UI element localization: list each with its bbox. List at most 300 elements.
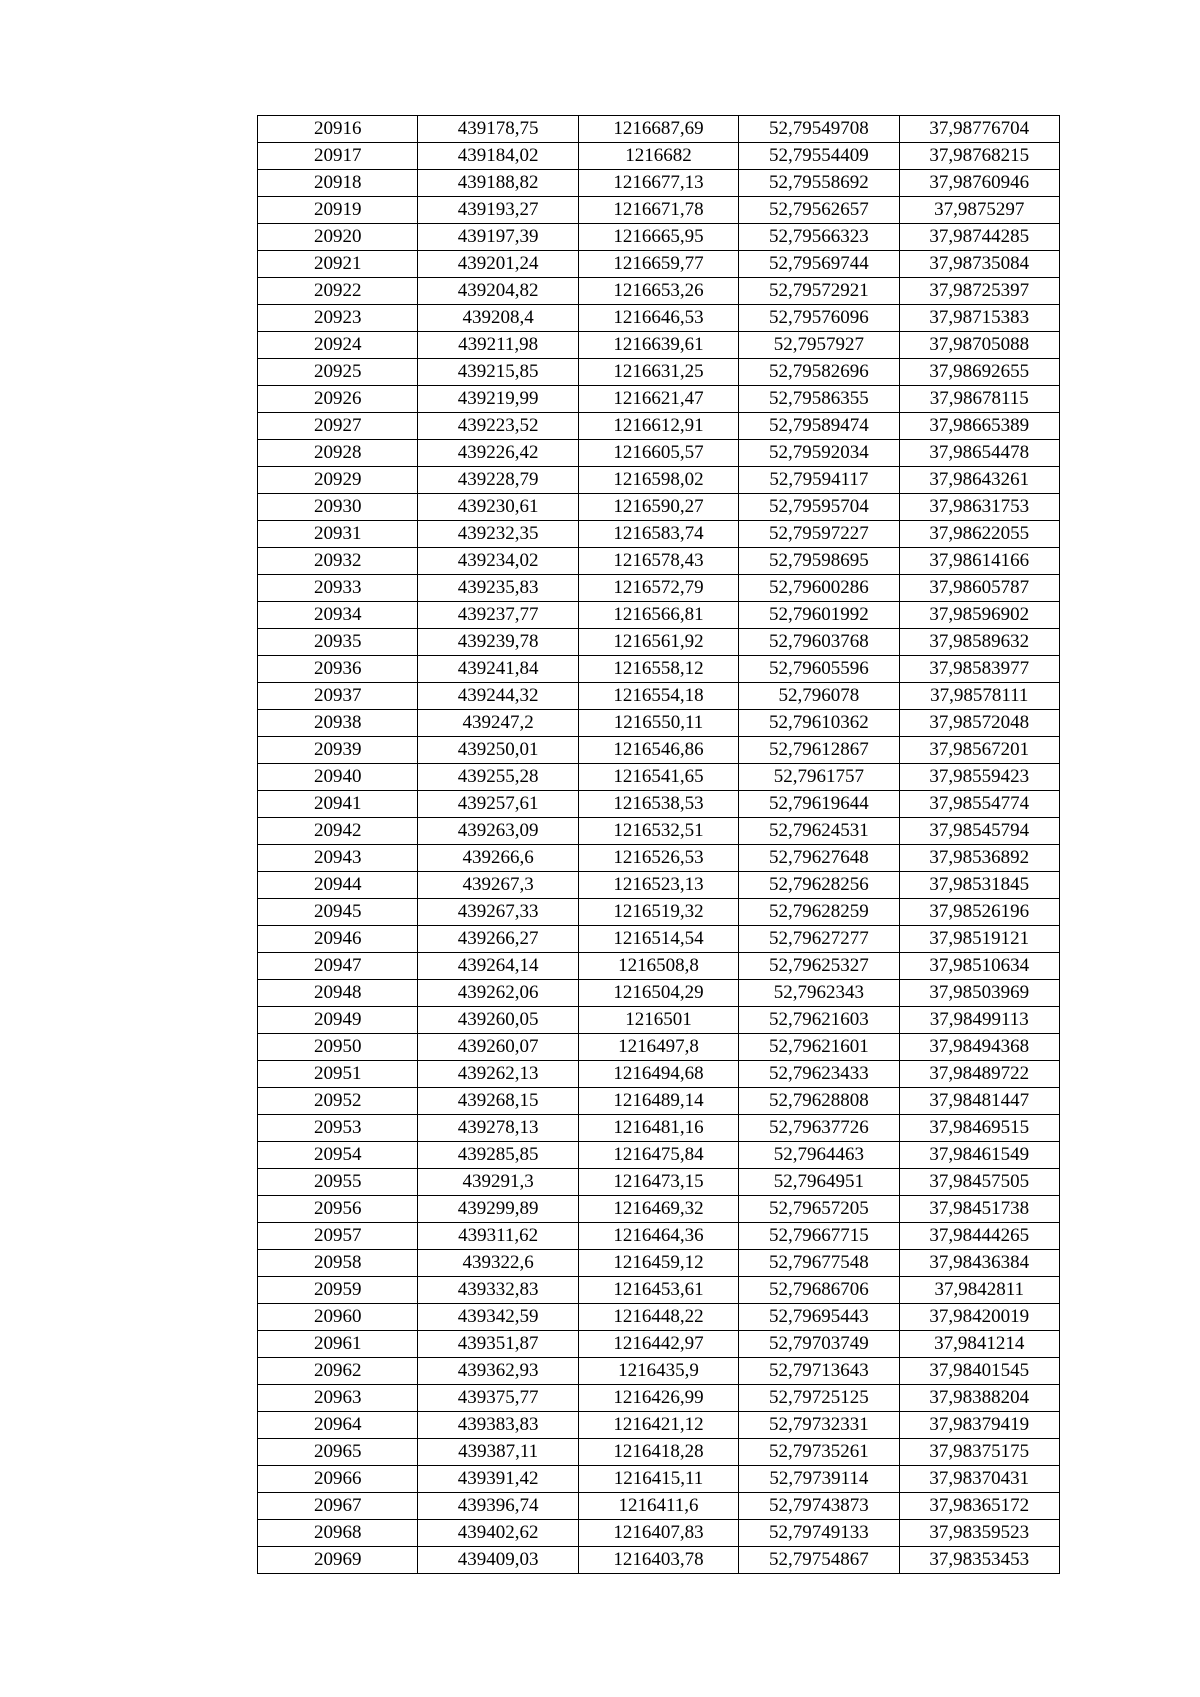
latitude-cell: 52,79600286: [739, 575, 899, 602]
x-coordinate-cell: 439239,78: [418, 629, 578, 656]
x-coordinate-cell: 439387,11: [418, 1439, 578, 1466]
longitude-cell: 37,98605787: [899, 575, 1059, 602]
latitude-cell: 52,79657205: [739, 1196, 899, 1223]
longitude-cell: 37,98469515: [899, 1115, 1059, 1142]
table-row: [258, 1277, 1060, 1304]
longitude-cell: 37,9842811: [899, 1277, 1059, 1304]
latitude-cell: 52,79612867: [739, 737, 899, 764]
y-coordinate-cell: 1216418,28: [578, 1439, 738, 1466]
latitude-cell: 52,79621603: [739, 1007, 899, 1034]
latitude-cell: 52,79621601: [739, 1034, 899, 1061]
x-coordinate-cell: 439197,39: [418, 224, 578, 251]
y-coordinate-cell: 1216426,99: [578, 1385, 738, 1412]
y-coordinate-cell: 1216639,61: [578, 332, 738, 359]
y-coordinate-cell: 1216566,81: [578, 602, 738, 629]
table-row: [258, 629, 1060, 656]
y-coordinate-cell: 1216538,53: [578, 791, 738, 818]
longitude-cell: 37,98654478: [899, 440, 1059, 467]
latitude-cell: 52,79628259: [739, 899, 899, 926]
table-row: [258, 1439, 1060, 1466]
latitude-cell: 52,7964463: [739, 1142, 899, 1169]
x-coordinate-cell: 439260,05: [418, 1007, 578, 1034]
table-row: [258, 683, 1060, 710]
y-coordinate-cell: 1216514,54: [578, 926, 738, 953]
y-coordinate-cell: 1216653,26: [578, 278, 738, 305]
x-coordinate-cell: 439351,87: [418, 1331, 578, 1358]
latitude-cell: 52,79566323: [739, 224, 899, 251]
table-row: [258, 197, 1060, 224]
longitude-cell: 37,98359523: [899, 1520, 1059, 1547]
point-number-cell: 20945: [258, 899, 418, 926]
point-number-cell: 20939: [258, 737, 418, 764]
longitude-cell: 37,98365172: [899, 1493, 1059, 1520]
x-coordinate-cell: 439322,6: [418, 1250, 578, 1277]
point-number-cell: 20958: [258, 1250, 418, 1277]
x-coordinate-cell: 439402,62: [418, 1520, 578, 1547]
y-coordinate-cell: 1216554,18: [578, 683, 738, 710]
latitude-cell: 52,79667715: [739, 1223, 899, 1250]
latitude-cell: 52,79749133: [739, 1520, 899, 1547]
longitude-cell: 37,98596902: [899, 602, 1059, 629]
longitude-cell: 37,98622055: [899, 521, 1059, 548]
x-coordinate-cell: 439244,32: [418, 683, 578, 710]
table-row: [258, 1061, 1060, 1088]
y-coordinate-cell: 1216671,78: [578, 197, 738, 224]
x-coordinate-cell: 439267,33: [418, 899, 578, 926]
point-number-cell: 20929: [258, 467, 418, 494]
y-coordinate-cell: 1216583,74: [578, 521, 738, 548]
y-coordinate-cell: 1216526,53: [578, 845, 738, 872]
point-number-cell: 20950: [258, 1034, 418, 1061]
y-coordinate-cell: 1216572,79: [578, 575, 738, 602]
table-row: [258, 1466, 1060, 1493]
longitude-cell: 37,98692655: [899, 359, 1059, 386]
longitude-cell: 37,98531845: [899, 872, 1059, 899]
latitude-cell: 52,79627277: [739, 926, 899, 953]
longitude-cell: 37,98559423: [899, 764, 1059, 791]
x-coordinate-cell: 439219,99: [418, 386, 578, 413]
latitude-cell: 52,79625327: [739, 953, 899, 980]
table-row: [258, 305, 1060, 332]
table-row: [258, 143, 1060, 170]
x-coordinate-cell: 439332,83: [418, 1277, 578, 1304]
y-coordinate-cell: 1216415,11: [578, 1466, 738, 1493]
latitude-cell: 52,79754867: [739, 1547, 899, 1574]
table-row: [258, 575, 1060, 602]
table-row: [258, 467, 1060, 494]
point-number-cell: 20920: [258, 224, 418, 251]
longitude-cell: 37,98665389: [899, 413, 1059, 440]
x-coordinate-cell: 439230,61: [418, 494, 578, 521]
latitude-cell: 52,79597227: [739, 521, 899, 548]
y-coordinate-cell: 1216598,02: [578, 467, 738, 494]
x-coordinate-cell: 439215,85: [418, 359, 578, 386]
table-row: [258, 818, 1060, 845]
table-row: [258, 413, 1060, 440]
y-coordinate-cell: 1216407,83: [578, 1520, 738, 1547]
table-row: [258, 1520, 1060, 1547]
table-row: [258, 359, 1060, 386]
x-coordinate-cell: 439241,84: [418, 656, 578, 683]
longitude-cell: 37,98436384: [899, 1250, 1059, 1277]
point-number-cell: 20918: [258, 170, 418, 197]
longitude-cell: 37,98388204: [899, 1385, 1059, 1412]
x-coordinate-cell: 439208,4: [418, 305, 578, 332]
x-coordinate-cell: 439234,02: [418, 548, 578, 575]
x-coordinate-cell: 439383,83: [418, 1412, 578, 1439]
x-coordinate-cell: 439262,13: [418, 1061, 578, 1088]
latitude-cell: 52,79594117: [739, 467, 899, 494]
y-coordinate-cell: 1216453,61: [578, 1277, 738, 1304]
table-row: [258, 548, 1060, 575]
point-number-cell: 20938: [258, 710, 418, 737]
longitude-cell: 37,98776704: [899, 116, 1059, 143]
longitude-cell: 37,98715383: [899, 305, 1059, 332]
y-coordinate-cell: 1216497,8: [578, 1034, 738, 1061]
y-coordinate-cell: 1216421,12: [578, 1412, 738, 1439]
table-row: [258, 521, 1060, 548]
y-coordinate-cell: 1216677,13: [578, 170, 738, 197]
x-coordinate-cell: 439228,79: [418, 467, 578, 494]
x-coordinate-cell: 439257,61: [418, 791, 578, 818]
y-coordinate-cell: 1216621,47: [578, 386, 738, 413]
table-row: [258, 1385, 1060, 1412]
x-coordinate-cell: 439247,2: [418, 710, 578, 737]
longitude-cell: 37,98461549: [899, 1142, 1059, 1169]
x-coordinate-cell: 439223,52: [418, 413, 578, 440]
point-number-cell: 20942: [258, 818, 418, 845]
longitude-cell: 37,98705088: [899, 332, 1059, 359]
y-coordinate-cell: 1216411,6: [578, 1493, 738, 1520]
latitude-cell: 52,79592034: [739, 440, 899, 467]
longitude-cell: 37,98370431: [899, 1466, 1059, 1493]
x-coordinate-cell: 439299,89: [418, 1196, 578, 1223]
x-coordinate-cell: 439342,59: [418, 1304, 578, 1331]
x-coordinate-cell: 439237,77: [418, 602, 578, 629]
point-number-cell: 20916: [258, 116, 418, 143]
point-number-cell: 20959: [258, 1277, 418, 1304]
coordinates-table-body: [258, 116, 1060, 1574]
x-coordinate-cell: 439235,83: [418, 575, 578, 602]
longitude-cell: 37,98583977: [899, 656, 1059, 683]
coordinates-table: [257, 115, 1060, 1574]
x-coordinate-cell: 439204,82: [418, 278, 578, 305]
table-row: [258, 926, 1060, 953]
latitude-cell: 52,79603768: [739, 629, 899, 656]
longitude-cell: 37,98678115: [899, 386, 1059, 413]
longitude-cell: 37,98401545: [899, 1358, 1059, 1385]
point-number-cell: 20922: [258, 278, 418, 305]
latitude-cell: 52,79732331: [739, 1412, 899, 1439]
x-coordinate-cell: 439260,07: [418, 1034, 578, 1061]
point-number-cell: 20962: [258, 1358, 418, 1385]
point-number-cell: 20930: [258, 494, 418, 521]
point-number-cell: 20937: [258, 683, 418, 710]
table-row: [258, 791, 1060, 818]
longitude-cell: 37,98744285: [899, 224, 1059, 251]
y-coordinate-cell: 1216532,51: [578, 818, 738, 845]
y-coordinate-cell: 1216435,9: [578, 1358, 738, 1385]
x-coordinate-cell: 439184,02: [418, 143, 578, 170]
latitude-cell: 52,7962343: [739, 980, 899, 1007]
longitude-cell: 37,98503969: [899, 980, 1059, 1007]
latitude-cell: 52,79627648: [739, 845, 899, 872]
latitude-cell: 52,79623433: [739, 1061, 899, 1088]
table-row: [258, 440, 1060, 467]
latitude-cell: 52,79735261: [739, 1439, 899, 1466]
table-row: [258, 980, 1060, 1007]
point-number-cell: 20921: [258, 251, 418, 278]
latitude-cell: 52,79586355: [739, 386, 899, 413]
longitude-cell: 37,98735084: [899, 251, 1059, 278]
latitude-cell: 52,79619644: [739, 791, 899, 818]
longitude-cell: 37,98420019: [899, 1304, 1059, 1331]
latitude-cell: 52,79686706: [739, 1277, 899, 1304]
point-number-cell: 20966: [258, 1466, 418, 1493]
longitude-cell: 37,98589632: [899, 629, 1059, 656]
point-number-cell: 20948: [258, 980, 418, 1007]
point-number-cell: 20917: [258, 143, 418, 170]
latitude-cell: 52,79562657: [739, 197, 899, 224]
latitude-cell: 52,7957927: [739, 332, 899, 359]
x-coordinate-cell: 439250,01: [418, 737, 578, 764]
y-coordinate-cell: 1216475,84: [578, 1142, 738, 1169]
latitude-cell: 52,79554409: [739, 143, 899, 170]
latitude-cell: 52,79595704: [739, 494, 899, 521]
longitude-cell: 37,98614166: [899, 548, 1059, 575]
x-coordinate-cell: 439291,3: [418, 1169, 578, 1196]
latitude-cell: 52,79601992: [739, 602, 899, 629]
table-row: [258, 1331, 1060, 1358]
latitude-cell: 52,79739114: [739, 1466, 899, 1493]
x-coordinate-cell: 439232,35: [418, 521, 578, 548]
table-row: [258, 1088, 1060, 1115]
x-coordinate-cell: 439362,93: [418, 1358, 578, 1385]
longitude-cell: 37,98353453: [899, 1547, 1059, 1574]
point-number-cell: 20947: [258, 953, 418, 980]
x-coordinate-cell: 439193,27: [418, 197, 578, 224]
point-number-cell: 20927: [258, 413, 418, 440]
longitude-cell: 37,98379419: [899, 1412, 1059, 1439]
y-coordinate-cell: 1216501: [578, 1007, 738, 1034]
x-coordinate-cell: 439285,85: [418, 1142, 578, 1169]
point-number-cell: 20963: [258, 1385, 418, 1412]
longitude-cell: 37,98768215: [899, 143, 1059, 170]
x-coordinate-cell: 439267,3: [418, 872, 578, 899]
latitude-cell: 52,79628256: [739, 872, 899, 899]
x-coordinate-cell: 439255,28: [418, 764, 578, 791]
longitude-cell: 37,98444265: [899, 1223, 1059, 1250]
point-number-cell: 20967: [258, 1493, 418, 1520]
point-number-cell: 20943: [258, 845, 418, 872]
x-coordinate-cell: 439264,14: [418, 953, 578, 980]
x-coordinate-cell: 439266,6: [418, 845, 578, 872]
y-coordinate-cell: 1216481,16: [578, 1115, 738, 1142]
table-row: [258, 1196, 1060, 1223]
y-coordinate-cell: 1216523,13: [578, 872, 738, 899]
x-coordinate-cell: 439375,77: [418, 1385, 578, 1412]
x-coordinate-cell: 439391,42: [418, 1466, 578, 1493]
point-number-cell: 20935: [258, 629, 418, 656]
point-number-cell: 20965: [258, 1439, 418, 1466]
latitude-cell: 52,79576096: [739, 305, 899, 332]
latitude-cell: 52,79695443: [739, 1304, 899, 1331]
table-row: [258, 1250, 1060, 1277]
table-row: [258, 224, 1060, 251]
table-row: [258, 278, 1060, 305]
y-coordinate-cell: 1216687,69: [578, 116, 738, 143]
x-coordinate-cell: 439409,03: [418, 1547, 578, 1574]
y-coordinate-cell: 1216442,97: [578, 1331, 738, 1358]
table-row: [258, 332, 1060, 359]
table-row: [258, 1034, 1060, 1061]
latitude-cell: 52,79713643: [739, 1358, 899, 1385]
y-coordinate-cell: 1216546,86: [578, 737, 738, 764]
longitude-cell: 37,98631753: [899, 494, 1059, 521]
longitude-cell: 37,98554774: [899, 791, 1059, 818]
table-row: [258, 251, 1060, 278]
x-coordinate-cell: 439178,75: [418, 116, 578, 143]
table-row: [258, 899, 1060, 926]
x-coordinate-cell: 439396,74: [418, 1493, 578, 1520]
table-row: [258, 1169, 1060, 1196]
y-coordinate-cell: 1216590,27: [578, 494, 738, 521]
latitude-cell: 52,79743873: [739, 1493, 899, 1520]
longitude-cell: 37,9875297: [899, 197, 1059, 224]
point-number-cell: 20949: [258, 1007, 418, 1034]
point-number-cell: 20946: [258, 926, 418, 953]
latitude-cell: 52,79725125: [739, 1385, 899, 1412]
longitude-cell: 37,9841214: [899, 1331, 1059, 1358]
x-coordinate-cell: 439188,82: [418, 170, 578, 197]
point-number-cell: 20926: [258, 386, 418, 413]
latitude-cell: 52,79558692: [739, 170, 899, 197]
point-number-cell: 20923: [258, 305, 418, 332]
y-coordinate-cell: 1216494,68: [578, 1061, 738, 1088]
x-coordinate-cell: 439268,15: [418, 1088, 578, 1115]
x-coordinate-cell: 439311,62: [418, 1223, 578, 1250]
point-number-cell: 20925: [258, 359, 418, 386]
y-coordinate-cell: 1216612,91: [578, 413, 738, 440]
latitude-cell: 52,79598695: [739, 548, 899, 575]
x-coordinate-cell: 439263,09: [418, 818, 578, 845]
latitude-cell: 52,79624531: [739, 818, 899, 845]
longitude-cell: 37,98536892: [899, 845, 1059, 872]
longitude-cell: 37,98451738: [899, 1196, 1059, 1223]
table-row: [258, 737, 1060, 764]
point-number-cell: 20931: [258, 521, 418, 548]
y-coordinate-cell: 1216561,92: [578, 629, 738, 656]
point-number-cell: 20924: [258, 332, 418, 359]
y-coordinate-cell: 1216682: [578, 143, 738, 170]
table-row: [258, 710, 1060, 737]
longitude-cell: 37,98489722: [899, 1061, 1059, 1088]
latitude-cell: 52,79628808: [739, 1088, 899, 1115]
longitude-cell: 37,98499113: [899, 1007, 1059, 1034]
point-number-cell: 20934: [258, 602, 418, 629]
longitude-cell: 37,98545794: [899, 818, 1059, 845]
y-coordinate-cell: 1216508,8: [578, 953, 738, 980]
table-row: [258, 1412, 1060, 1439]
x-coordinate-cell: 439278,13: [418, 1115, 578, 1142]
latitude-cell: 52,79605596: [739, 656, 899, 683]
point-number-cell: 20961: [258, 1331, 418, 1358]
point-number-cell: 20960: [258, 1304, 418, 1331]
point-number-cell: 20953: [258, 1115, 418, 1142]
latitude-cell: 52,7961757: [739, 764, 899, 791]
table-row: [258, 386, 1060, 413]
point-number-cell: 20951: [258, 1061, 418, 1088]
latitude-cell: 52,79677548: [739, 1250, 899, 1277]
table-row: [258, 494, 1060, 521]
point-number-cell: 20933: [258, 575, 418, 602]
y-coordinate-cell: 1216646,53: [578, 305, 738, 332]
latitude-cell: 52,79637726: [739, 1115, 899, 1142]
table-row: [258, 953, 1060, 980]
point-number-cell: 20954: [258, 1142, 418, 1169]
table-row: [258, 872, 1060, 899]
table-row: [258, 1358, 1060, 1385]
longitude-cell: 37,98526196: [899, 899, 1059, 926]
point-number-cell: 20932: [258, 548, 418, 575]
point-number-cell: 20919: [258, 197, 418, 224]
y-coordinate-cell: 1216605,57: [578, 440, 738, 467]
table-row: [258, 1007, 1060, 1034]
latitude-cell: 52,79569744: [739, 251, 899, 278]
y-coordinate-cell: 1216403,78: [578, 1547, 738, 1574]
longitude-cell: 37,98510634: [899, 953, 1059, 980]
longitude-cell: 37,98519121: [899, 926, 1059, 953]
y-coordinate-cell: 1216519,32: [578, 899, 738, 926]
y-coordinate-cell: 1216631,25: [578, 359, 738, 386]
longitude-cell: 37,98572048: [899, 710, 1059, 737]
point-number-cell: 20969: [258, 1547, 418, 1574]
y-coordinate-cell: 1216473,15: [578, 1169, 738, 1196]
longitude-cell: 37,98578111: [899, 683, 1059, 710]
latitude-cell: 52,79589474: [739, 413, 899, 440]
longitude-cell: 37,98481447: [899, 1088, 1059, 1115]
x-coordinate-cell: 439266,27: [418, 926, 578, 953]
table-row: [258, 170, 1060, 197]
point-number-cell: 20928: [258, 440, 418, 467]
latitude-cell: 52,79549708: [739, 116, 899, 143]
latitude-cell: 52,79572921: [739, 278, 899, 305]
y-coordinate-cell: 1216448,22: [578, 1304, 738, 1331]
longitude-cell: 37,98375175: [899, 1439, 1059, 1466]
y-coordinate-cell: 1216469,32: [578, 1196, 738, 1223]
point-number-cell: 20940: [258, 764, 418, 791]
table-row: [258, 1304, 1060, 1331]
point-number-cell: 20936: [258, 656, 418, 683]
table-row: [258, 764, 1060, 791]
latitude-cell: 52,7964951: [739, 1169, 899, 1196]
point-number-cell: 20964: [258, 1412, 418, 1439]
point-number-cell: 20955: [258, 1169, 418, 1196]
point-number-cell: 20941: [258, 791, 418, 818]
longitude-cell: 37,98457505: [899, 1169, 1059, 1196]
table-row: [258, 1115, 1060, 1142]
table-row: [258, 656, 1060, 683]
latitude-cell: 52,796078: [739, 683, 899, 710]
y-coordinate-cell: 1216659,77: [578, 251, 738, 278]
longitude-cell: 37,98567201: [899, 737, 1059, 764]
x-coordinate-cell: 439201,24: [418, 251, 578, 278]
point-number-cell: 20968: [258, 1520, 418, 1547]
longitude-cell: 37,98643261: [899, 467, 1059, 494]
latitude-cell: 52,79703749: [739, 1331, 899, 1358]
x-coordinate-cell: 439226,42: [418, 440, 578, 467]
longitude-cell: 37,98725397: [899, 278, 1059, 305]
